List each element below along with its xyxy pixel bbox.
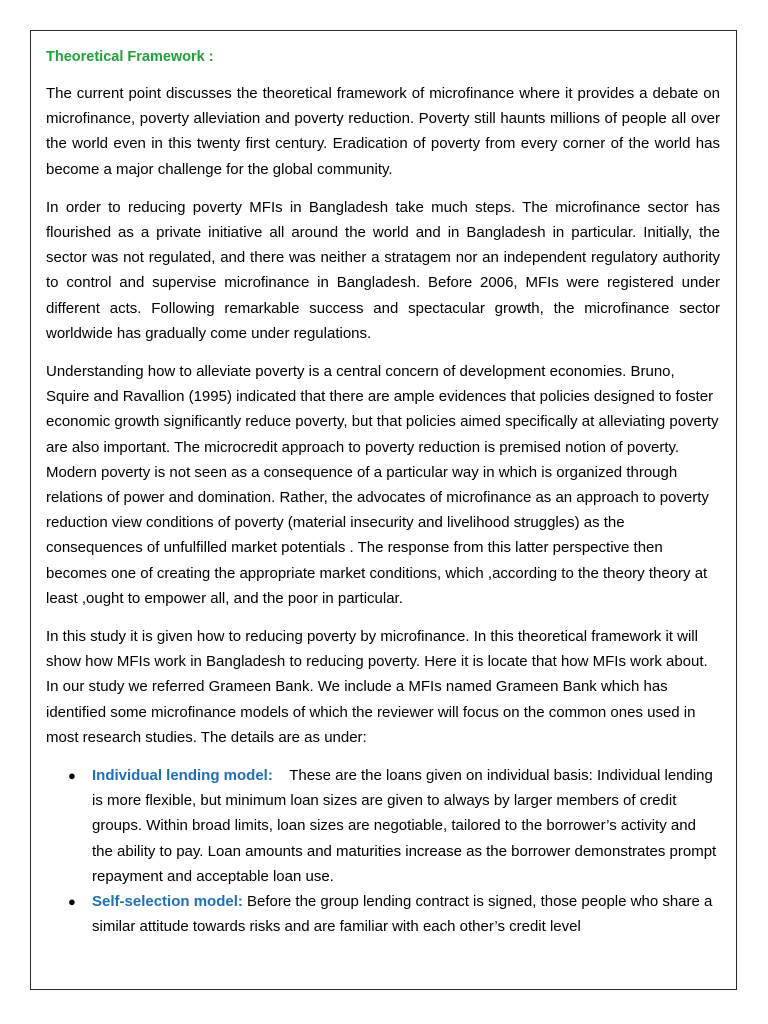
- paragraph-intro: The current point discusses the theoretical framework of microfinance where it provides a debate on microfinance, poverty alleviation and poverty reduction. Poverty still haunts millions of people all over the world even in this twenty first century. Eradication of poverty from every corner of the world has become a major challenge for the global community.: [46, 85, 720, 178]
- models-list: [46, 763, 720, 939]
- bullet-icon: ●: [68, 768, 76, 784]
- paragraph-bangladesh: In order to reducing poverty MFIs in Bangladesh take much steps. The microfinance sector has flourished as a private initiative all around the world and in Bangladesh in particular. Initially, the sector was not regulated, and there was neither a stratagem nor an independent regulatory authority to control and supervise microfinance in Bangladesh. Before 2006, MFIs were registered under different acts. Following remarkable success and spectacular growth, the microfinance sector worldwide has gradually come under regulations.: [46, 198, 720, 342]
- document-body: [46, 49, 720, 940]
- page-frame: [30, 30, 737, 990]
- list-item-self-selection: [46, 889, 720, 939]
- model-term: Individual lending model:: [92, 767, 273, 785]
- model-description: These are the loans given on individual basis: Individual lending is more flexible, but minimum loan sizes are given to always by larger members of credit groups. Within broad limits, loan sizes are negotiable, tailored to the borrower’s activity and the ability to pay. Loan amounts and maturities increase as the borrower demonstrates prompt repayment and acceptable loan use.: [92, 767, 717, 885]
- paragraph-study: In this study it is given how to reducing poverty by microfinance. In this theoretical framework it will show how MFIs work in Bangladesh to reducing poverty. Here it is locate that how MFIs work about. In our study we referred Grameen Bank. We include a MFIs named Grameen Bank which has identified some microfinance models of which the reviewer will focus on the common ones used in most research studies. The details are as under:: [46, 628, 708, 746]
- bullet-icon: ●: [68, 894, 76, 910]
- section-heading: Theoretical Framework :: [46, 49, 214, 65]
- paragraph-poverty-alleviation: Understanding how to alleviate poverty is a central concern of development economies. Bruno, Squire and Ravallion (1995) indicated that there are ample evidences that policies designed to foster economic growth significantly reduce poverty, but that policies aimed specifically at alleviating poverty are also important. The microcredit approach to poverty reduction is premised notion of poverty. Modern poverty is not seen as a consequence of a particular way in which is organized through relations of power and domination. Rather, the advocates of microfinance as an approach to poverty reduction view conditions of poverty (material insecurity and livelihood struggles) as the consequences of unfulfilled market potentials . The response from this latter perspective then becomes one of creating the appropriate market conditions, which ,according to the theory theory at least ,ought to empower all, and the poor in particular.: [46, 363, 719, 607]
- list-item-individual-lending: [46, 763, 720, 889]
- model-description: Before the group lending contract is signed, those people who share a similar attitude towards risks and are familiar with each other’s credit level: [92, 893, 713, 936]
- model-term: Self-selection model:: [92, 893, 243, 911]
